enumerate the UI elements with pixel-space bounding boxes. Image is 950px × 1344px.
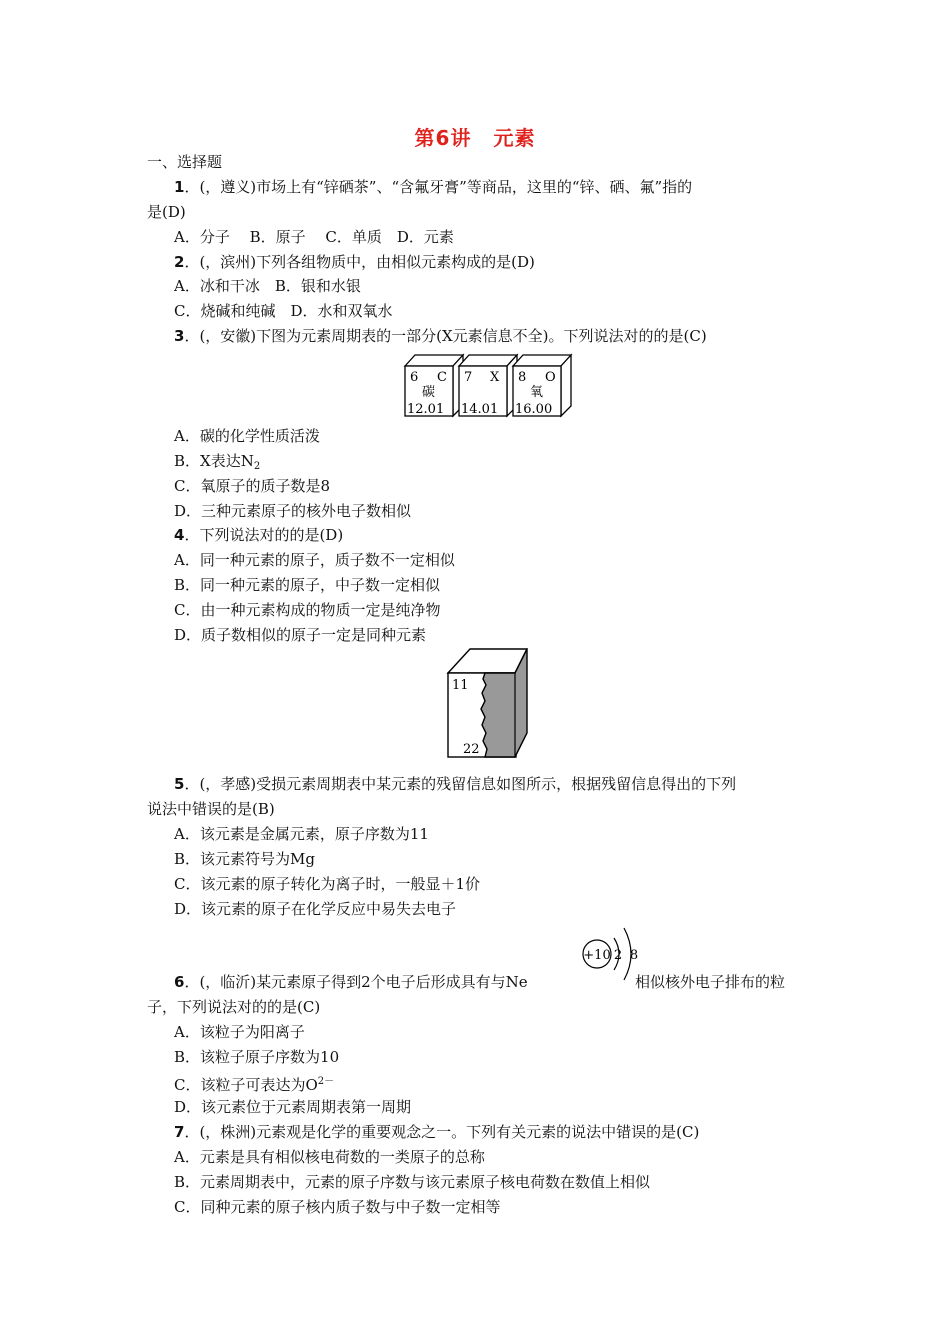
- q3-option-b: [174, 451, 260, 477]
- q2-number: 2: [174, 253, 185, 271]
- atom-shell-2-electrons: 8: [629, 948, 639, 963]
- q5-stem-cont: 说法中错误的是(B): [147, 800, 275, 818]
- q5-text: ．(，孝感)受损元素周期表中某元素的残留信息如图所示，根据残留信息得出的下列: [184, 775, 737, 793]
- title-lecture: 讲: [450, 126, 472, 150]
- cell-x-number: 7: [464, 370, 473, 385]
- q2-options-ab: A．冰和干冰 B．银和水银: [174, 277, 361, 295]
- atom-shell-1-electrons: 2: [613, 948, 623, 963]
- page-title: [0, 122, 950, 151]
- q3-option-a: A．碳的化学性质活泼: [174, 427, 320, 445]
- cell-oxygen-mass: 16.00: [515, 402, 553, 417]
- q6-number: 6: [174, 973, 185, 991]
- q6-option-a: A．该粒子为阳离子: [174, 1023, 305, 1041]
- damaged-element-cell-figure: [445, 645, 531, 761]
- q6-option-b: B．该粒子原子序数为10: [174, 1048, 340, 1066]
- q7-option-c: C．同种元素的原子核内质子数与中子数一定相等: [174, 1198, 501, 1216]
- q1-stem-cont: 是(D): [147, 203, 186, 221]
- q3-option-c: C．氧原子的质子数是8: [174, 477, 331, 495]
- cell-oxygen-name: 氧: [530, 385, 544, 400]
- q2-text: ．(，滨州)下列各组物质中，由相似元素构成的是(D): [184, 253, 535, 271]
- q1-text: ．(，遵义)市场上有“锌硒茶”、“含氟牙膏”等商品，这里的“锌、硒、氟”指的: [184, 178, 693, 196]
- q3-option-d: D．三种元素原子的核外电子数相似: [174, 502, 412, 520]
- q7-stem: [174, 1122, 699, 1142]
- q3-stem: [174, 326, 707, 346]
- cell-carbon-mass: 12.01: [407, 402, 445, 417]
- title-prefix: 第: [414, 126, 436, 150]
- q3-option-b-text: B．X表达N: [174, 452, 254, 470]
- q5-option-d: D．该元素的原子在化学反应中易失去电子: [174, 900, 457, 918]
- cell-carbon-symbol: C: [437, 370, 447, 385]
- q4-option-b: B．同一种元素的原子，中子数一定相似: [174, 576, 441, 594]
- cell-carbon-name: 碳: [422, 385, 436, 400]
- q2-stem: [174, 252, 535, 272]
- q4-option-c: C．由一种元素构成的物质一定是纯净物: [174, 601, 441, 619]
- cell-x: [459, 355, 517, 417]
- cell-oxygen: [513, 355, 571, 417]
- q3-text: ．(，安徽)下图为元素周期表的一部分(X元素信息不全)。下列说法对的的是(C): [184, 327, 707, 345]
- cell-carbon: [405, 355, 463, 417]
- title-number: 6: [435, 126, 451, 150]
- q5-option-b: B．该元素符号为Mg: [174, 850, 315, 868]
- cell-x-symbol: X: [490, 370, 500, 385]
- q6-stem-after-diagram: 相似核外电子排布的粒: [635, 973, 786, 991]
- cell-x-mass: 14.01: [461, 402, 499, 417]
- q4-stem: [174, 525, 343, 545]
- q6-option-c-superscript: 2－: [317, 1076, 335, 1087]
- cell-carbon-number: 6: [410, 370, 419, 385]
- q6-option-c-text: C．该粒子可表达为O: [174, 1076, 318, 1094]
- q7-option-b: B．元素周期表中，元素的原子序数与该元素原子核电荷数在数值上相似: [174, 1173, 651, 1191]
- q6-option-c: [174, 1072, 334, 1095]
- q3-number: 3: [174, 327, 185, 345]
- q7-number: 7: [174, 1123, 185, 1141]
- q5-number: 5: [174, 775, 185, 793]
- q5-option-a: A．该元素是金属元素，原子序数为11: [174, 825, 429, 843]
- q7-option-a: A．元素是具有相似核电荷数的一类原子的总称: [174, 1148, 485, 1166]
- q6-stem: [174, 972, 528, 992]
- q6-text: ．(，临沂)某元素原子得到2个电子后形成具有与Ne: [184, 973, 528, 991]
- section-heading: 一、选择题: [147, 153, 223, 171]
- title-topic: 元素: [493, 126, 536, 150]
- q5-stem: [174, 774, 736, 794]
- q2-options-cd: C．烧碱和纯碱 D．水和双氧水: [174, 302, 393, 320]
- q6-option-d: D．该元素位于元素周期表第一周期: [174, 1098, 412, 1116]
- q1-number: 1: [174, 178, 185, 196]
- q4-number: 4: [174, 526, 185, 544]
- cell-oxygen-number: 8: [518, 370, 527, 385]
- q4-text: ．下列说法对的的是(D): [184, 526, 344, 544]
- damaged-cell-mass: 22: [463, 742, 480, 757]
- q3-option-b-subscript: 2: [253, 461, 261, 472]
- q4-option-d: D．质子数相似的原子一定是同种元素: [174, 626, 427, 644]
- q7-text: ．(，株洲)元素观是化学的重要观念之一。下列有关元素的说法中错误的是(C): [184, 1123, 700, 1141]
- q6-stem-cont: 子，下列说法对的的是(C): [147, 998, 321, 1016]
- atom-nucleus-charge: +10: [583, 948, 611, 963]
- q1-options: A．分子 B．原子 C．单质 D．元素: [174, 228, 454, 246]
- q5-option-c: C．该元素的原子转化为离子时，一般显＋1价: [174, 875, 481, 893]
- q1-stem: [174, 177, 692, 197]
- periodic-table-figure: [402, 352, 582, 418]
- cell-oxygen-symbol: O: [545, 370, 556, 385]
- q4-option-a: A．同一种元素的原子，质子数不一定相似: [174, 551, 455, 569]
- damaged-cell-number: 11: [452, 678, 469, 693]
